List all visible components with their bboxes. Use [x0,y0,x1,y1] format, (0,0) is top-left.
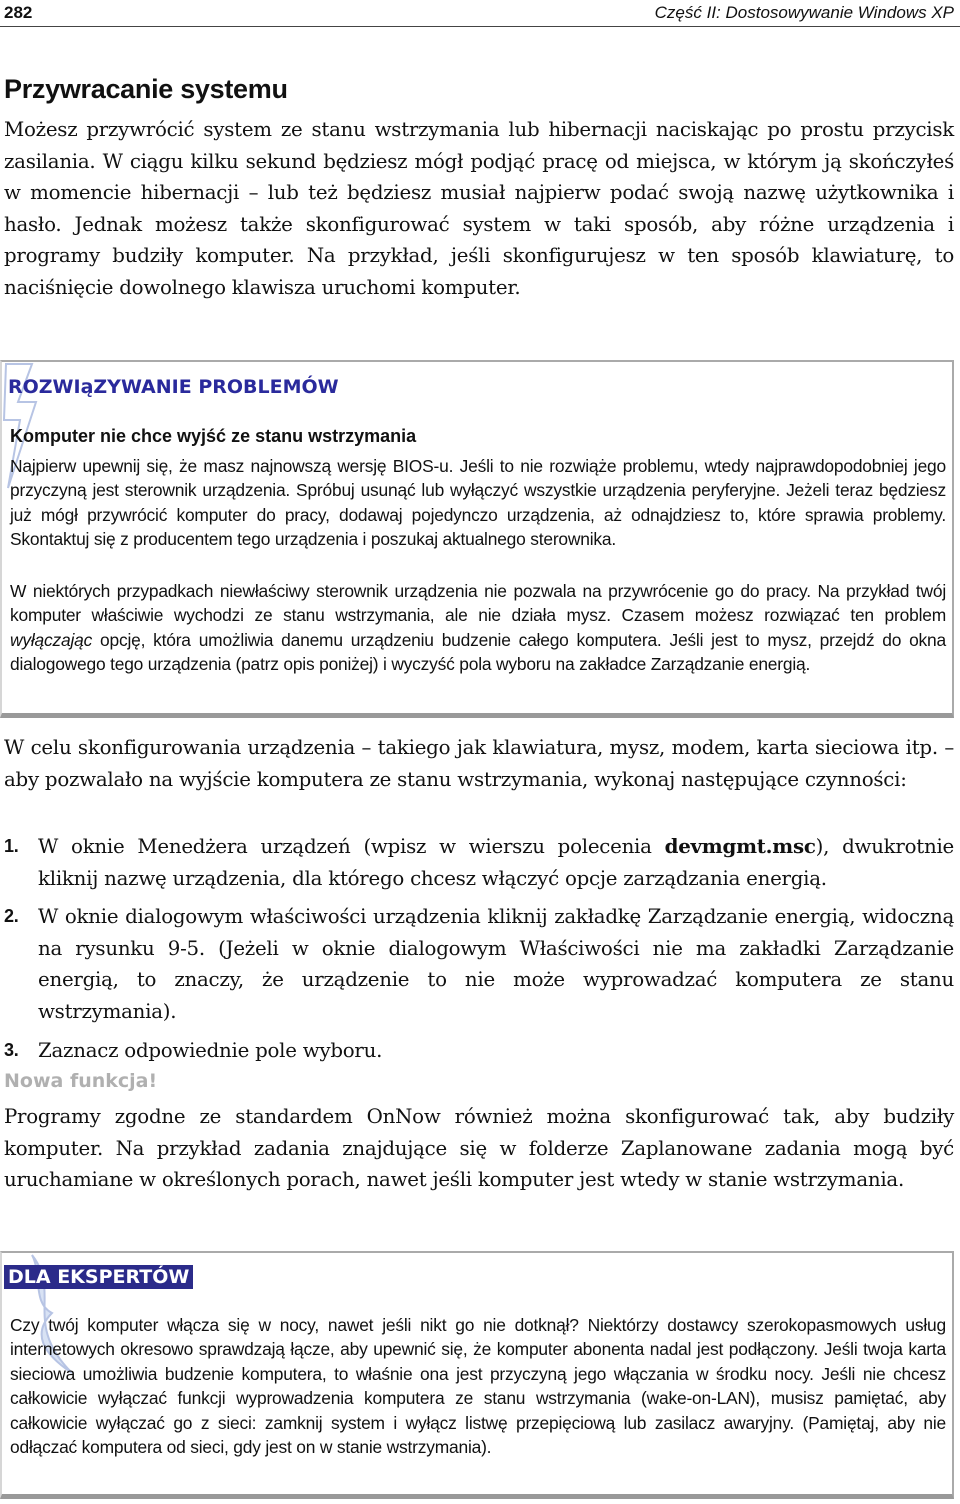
section-title: Przywracanie systemu [4,74,288,104]
step-number: 2. [4,906,19,926]
step-text: Zaznacz odpowiednie pole wyboru. [38,1039,383,1062]
troubleshooting-paragraph-2 [10,579,946,677]
experts-paragraph: Czy twój komputer włącza się w nocy, nawet jeśli nikt go nie dotknął? Niektórzy dostawcy szerokopasmowych usług internetowych okresowo sprawdzają łącze, aby upewnić się, że komputer abonenta nadal jest podłączony. Jeśli twoja karta sieciowa umożliwia budzenie komputera, to właśnie ona jest przyczyną jego włączania w środku nocy. Jeśli nie chcesz całkowicie wyłączać funkcji wyprowadzenia komputera ze stanu wstrzymania (wake-on-LAN), musisz pamiętać, aby całkowicie wyłączać go z sieci: zamknij system i wyłącz listwę przepięciową lub zasilacz awaryjny. (Pamiętaj, aby nie odłączać komputera od sieci, gdy jest on w stanie wstrzymania). [10,1315,946,1458]
configure-paragraph: W celu skonfigurowania urządzenia – takiego jak klawiatura, mysz, modem, karta sieciowa itp. – aby pozwalało na wyjście komputera ze stanu wstrzymania, wykonaj następujące czynności: [4,736,954,791]
step-text-before: W oknie Menedżera urządzeń (wpisz w wierszu polecenia [38,835,665,858]
troubleshooting-box [0,360,954,718]
troubleshooting-subtitle: Komputer nie chce wyjść ze stanu wstrzymania [10,426,417,446]
troubleshooting-text-after: opcję, która umożliwia danemu urządzeniu budzenie całego komputera. Jeśli jest to mysz, przejdź do okna dialogowego tego urządzenia (patrz opis poniżej) i wyczyść pola wyboru na zakładce Zarządzanie energią. [10,629,946,675]
step-number: 3. [4,1040,19,1060]
running-header: Część II: Dostosowywanie Windows XP [654,3,954,22]
experts-box [0,1251,954,1499]
new-feature-label: Nowa funkcja! [4,1070,158,1092]
troubleshooting-text-before: W niektórych przypadkach niewłaściwy sterownik urządzenia nie pozwala na przywrócenie go do pracy. Na przykład twój komputer właściwie wychodzi ze stanu wstrzymania, ale nie działa mysz. Czasem możesz rozwiązać ten problem [10,581,946,626]
step-text: W oknie dialogowym właściwości urządzenia kliknij zakładkę Zarządzanie energią, widoczną na rysunku 9-5. (Jeżeli w oknie dialogowym Właściwości nie ma zakładki Zarządzanie energią, to znaczy, że urządzenie to nie może wyprowadzać komputera ze stanu wstrzymania). [38,905,954,1023]
command-text: devmgmt.msc [664,834,816,858]
page-header [0,0,960,27]
troubleshooting-emphasis: wyłączając [10,629,93,650]
page-number: 282 [4,3,33,22]
onnow-paragraph: Programy zgodne ze standardem OnNow również można skonfigurować tak, aby budziły komputer. Na przykład zadania znajdujące się w folderze Zaplanowane zadania mogą być uruchamiane w określonych porach, nawet jeśli komputer jest wtedy w stanie wstrzymania. [4,1105,954,1192]
step-text [38,831,954,894]
step-text-after: ), dwukrotnie kliknij nazwę urządzenia, dla którego chcesz włączyć opcje zarządzania energią. [38,835,955,890]
troubleshooting-label: ROZWIąZYWANIE PROBLEMÓW [8,376,339,398]
step-number: 1. [4,836,19,856]
troubleshooting-paragraph-1: Najpierw upewnij się, że masz najnowszą wersję BIOS-u. Jeśli to nie rozwiąże problemu, wtedy najprawdopodobniej jego przyczyną jest sterownik urządzenia. Spróbuj usunąć lub wyłączyć wszystkie urządzenia peryferyjne. Jeżeli teraz będziesz już mógł przywrócić komputer do pracy, dodawaj pojedynczo urządzenia, aż odnajdziesz to, które sprawia problemy. Skontaktuj się z producentem tego urządzenia i poszukaj aktualnego sterownika. [10,456,946,550]
experts-label: DLA EKSPERTÓW [4,1265,193,1289]
intro-paragraph: Możesz przywrócić system ze stanu wstrzymania lub hibernacji naciskając po prostu przycisk zasilania. W ciągu kilku sekund będziesz mógł podjąć pracę od miejsca, w którym ją skończyłeś w momencie hibernacji – lub też będziesz musiał najpierw podać swoją nazwę użytkownika i hasło. Jednak możesz także skonfigurować system w taki sposób, aby różne urządzenia i programy budziły komputer. Na przykład, jeśli skonfigurujesz w ten sposób klawiaturę, to naciśnięcie dowolnego klawisza uruchomi komputer. [4,118,954,299]
